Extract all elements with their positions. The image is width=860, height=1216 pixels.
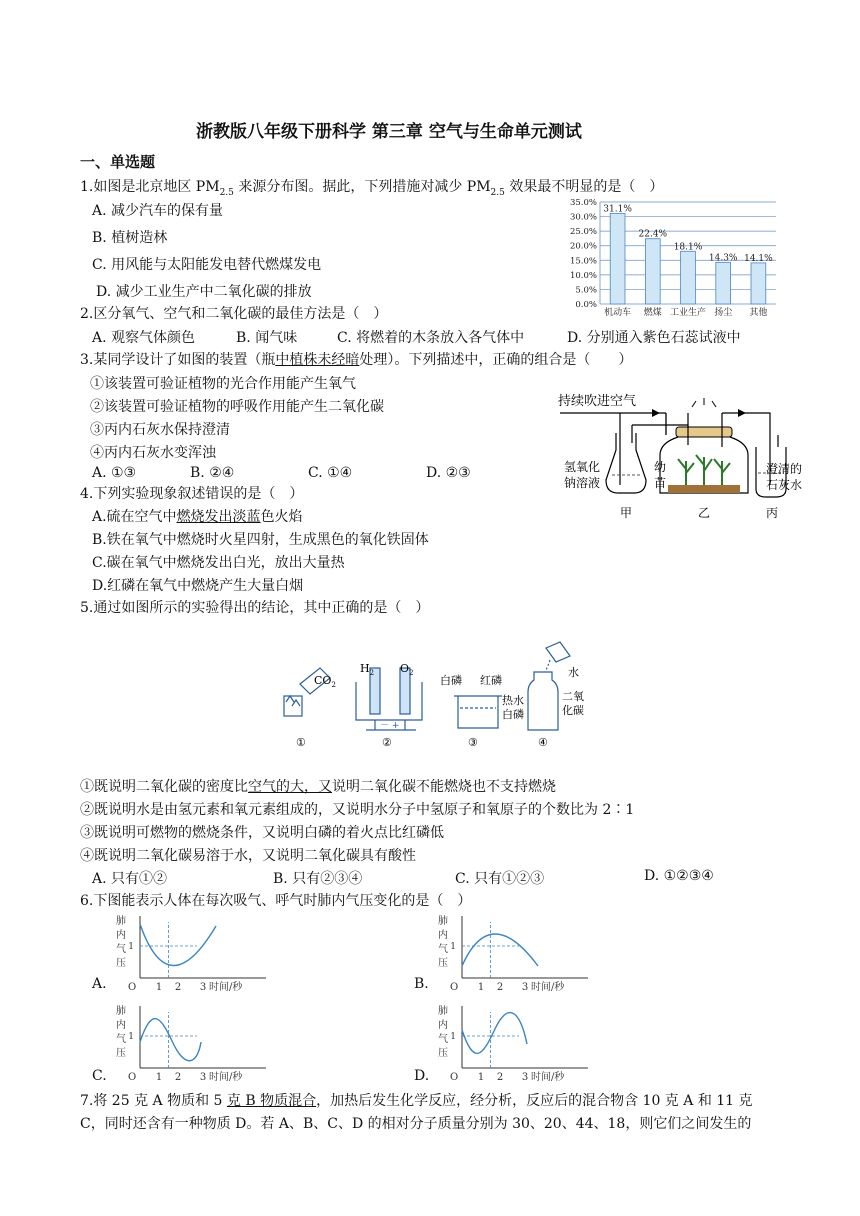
svg-text:O: O: [450, 1072, 459, 1082]
seedling-label-1: 幼: [654, 460, 667, 474]
q4-option-d: D.红磷在氧气中燃烧产生大量白烟: [92, 578, 304, 594]
question-1-stem: 1.如图是北京地区 $PM_{2.5}$ 来源分布图。据此，下列措施对减少 $PM_{2.5}$ 效果最不明显的是（ ）: [80, 179, 664, 198]
q1-option-a: A. 减少汽车的保有量: [92, 203, 224, 219]
flask-jia: [606, 433, 646, 493]
pressure-graph-a: [114, 912, 274, 992]
pressure-graph-b: [436, 912, 596, 992]
light-rays: [692, 398, 716, 407]
lime-water-label-1: 澄清的: [766, 462, 803, 476]
svg-text:2: 2: [496, 982, 504, 992]
q6-option-b: B.: [414, 976, 429, 992]
svg-text:O: O: [128, 982, 137, 992]
y-tick-label: 35.0%: [569, 198, 597, 208]
svg-text:－ +: － +: [380, 721, 400, 731]
soil: [668, 485, 740, 493]
question-4-stem: 4.下列实验现象叙述错误的是（ ）: [80, 486, 304, 502]
label-yi: 乙: [698, 506, 711, 520]
question-7-line-1: 7.将 25 克 A 物质和 5 克 B 物质混合，加热后发生化学反应，经分析，反应后的混合物含 10 克 A 和 11 克: [80, 1093, 753, 1109]
svg-text:压: 压: [438, 1048, 448, 1059]
question-2-stem: 2.区分氧气、空气和二氧化碳的最佳方法是（ ）: [80, 306, 388, 322]
q2-option-c: C. 将燃着的木条放入各气体中: [337, 330, 525, 346]
question-3-stem: 3.某同学设计了如图的装置（瓶中植株未经暗处理）。下列描述中，正确的组合是（ ）: [80, 352, 633, 368]
bar-value-label: 18.1%: [673, 242, 703, 253]
y-tick-label: 25.0%: [569, 227, 597, 238]
q6-option-c: C.: [92, 1068, 107, 1084]
svg-text:时间/秒: 时间/秒: [531, 982, 565, 992]
seedling-label-2: 苗: [654, 476, 667, 490]
svg-text:3: 3: [521, 1072, 529, 1082]
q4-option-c: C.碳在氧气中燃烧发出白光，放出大量热: [92, 555, 345, 571]
h2-label: $H_2$: [360, 662, 375, 677]
svg-text:气: 气: [438, 944, 448, 955]
svg-text:气: 气: [438, 1034, 448, 1045]
svg-text:1: 1: [450, 1032, 456, 1042]
svg-text:压: 压: [438, 958, 448, 969]
q5-statement-2: ②既说明水是由氢元素和氧元素组成的，又说明水分子中氢原子和氧原子的个数比为 2∶1: [80, 802, 635, 818]
category-label: 其他: [749, 308, 768, 318]
svg-text:气: 气: [116, 1034, 126, 1045]
jar-stopper: [676, 427, 732, 437]
q5-option-d: D. ①②③④: [644, 868, 714, 884]
water-label: 水: [568, 666, 579, 679]
q5-statement-4: ④既说明二氧化碳易溶于水，又说明二氧化碳具有酸性: [80, 848, 416, 864]
q3-statement-1: ①该装置可验证植物的光合作用能产生氧气: [90, 376, 356, 392]
svg-text:肺: 肺: [116, 916, 126, 927]
svg-text:2: 2: [496, 1072, 504, 1082]
svg-text:时间/秒: 时间/秒: [209, 982, 243, 992]
q3-statement-4: ④丙内石灰水变浑浊: [90, 445, 216, 461]
white-phosphorus-label-2: 白磷: [502, 708, 524, 721]
category-label: 扬尘: [714, 308, 733, 318]
co2-cn-label-1: 二氧: [562, 690, 584, 703]
exp-label-2: ②: [382, 736, 392, 749]
q2-option-a: A. 观察气体颜色: [92, 330, 196, 346]
svg-text:1: 1: [477, 982, 485, 992]
q1-option-d: D. 减少工业生产中二氧化碳的排放: [96, 284, 312, 300]
svg-text:2: 2: [174, 1072, 182, 1082]
q4-option-a: A.硫在空气中燃烧发出淡蓝色火焰: [92, 509, 303, 525]
label-bing: 丙: [766, 506, 779, 520]
q5-option-a: A. 只有①②: [92, 871, 168, 887]
air-label: 持续吹进空气: [558, 394, 637, 409]
category-label: 燃煤: [643, 308, 662, 318]
q3-option-b: B. ②④: [190, 465, 235, 481]
svg-text:1: 1: [477, 1072, 485, 1082]
q6-option-d: D.: [414, 1068, 430, 1084]
svg-text:1: 1: [450, 942, 456, 952]
seedlings: [678, 455, 730, 485]
y-tick-label: 10.0%: [569, 270, 597, 281]
bar-扬尘: [716, 262, 731, 304]
label-jia: 甲: [620, 506, 633, 520]
page-title: 浙教版八年级下册科学 第三章 空气与生命单元测试: [196, 122, 582, 142]
co2-cn-label-2: 化碳: [562, 704, 584, 717]
y-tick-label: 5.0%: [575, 285, 597, 296]
naoh-label-1: 氢氧化: [564, 460, 601, 474]
question-5-stem: 5.通过如图所示的实验得出的结论，其中正确的是（ ）: [80, 600, 430, 616]
category-label: 机动车: [604, 308, 632, 318]
svg-text:压: 压: [116, 1048, 126, 1059]
svg-text:肺: 肺: [116, 1006, 126, 1017]
experiment-3: [454, 696, 502, 728]
q6-option-a: A.: [92, 976, 107, 992]
svg-text:气: 气: [116, 944, 126, 955]
arrow-head-1: [652, 409, 660, 417]
exp-label-4: ④: [538, 736, 548, 749]
q2-option-d: D. 分别通入紫色石蕊试液中: [567, 330, 741, 346]
q5-option-c: C. 只有①②③: [455, 871, 545, 887]
svg-text:O: O: [450, 982, 459, 992]
q3-option-c: C. ①④: [308, 465, 353, 481]
air-inlet-arrow: [560, 413, 666, 435]
pressure-curve: [140, 924, 216, 966]
category-label: 工业生产: [669, 308, 707, 318]
bar-value-label: 14.1%: [744, 253, 773, 264]
svg-text:时间/秒: 时间/秒: [531, 1072, 565, 1082]
lime-water-label-2: 石灰水: [766, 478, 803, 492]
naoh-label-2: 钠溶液: [564, 476, 601, 490]
pressure-curve: [462, 934, 538, 966]
y-tick-label: 20.0%: [569, 241, 597, 252]
o2-label: $O_2$: [400, 662, 414, 677]
svg-text:肺: 肺: [438, 916, 448, 927]
q5-statement-1: ①既说明二氧化碳的密度比空气的大，又说明二氧化碳不能燃烧也不支持燃烧: [80, 779, 556, 795]
svg-text:内: 内: [116, 930, 126, 941]
pressure-graph-c: [114, 1002, 274, 1082]
svg-text:1: 1: [155, 1072, 163, 1082]
svg-text:内: 内: [116, 1020, 126, 1031]
q4-option-b: B.铁在氧气中燃烧时火星四射，生成黑色的氧化铁固体: [92, 532, 429, 548]
y-tick-label: 15.0%: [569, 256, 597, 267]
exp-label-1: ①: [296, 736, 306, 749]
svg-text:3: 3: [199, 982, 207, 992]
q3-statement-2: ②该装置可验证植物的呼吸作用能产生二氧化碳: [90, 399, 384, 415]
svg-text:1: 1: [128, 942, 134, 952]
pressure-curve: [462, 1013, 527, 1054]
svg-text:时间/秒: 时间/秒: [209, 1072, 243, 1082]
svg-text:压: 压: [116, 958, 126, 969]
pm25-source-bar-chart: [560, 196, 780, 320]
q3-option-d: D. ②③: [426, 465, 471, 481]
bar-机动车: [610, 213, 625, 304]
q5-option-b: B. 只有②③④: [273, 871, 363, 887]
y-tick-label: 0.0%: [575, 300, 597, 310]
svg-text:肺: 肺: [438, 1006, 448, 1017]
y-tick-label: 30.0%: [569, 212, 597, 223]
bar-燃煤: [645, 239, 660, 304]
white-phosphorus-label: 白磷: [440, 674, 462, 687]
q5-experiments-figure: [270, 638, 590, 750]
svg-text:1: 1: [155, 982, 163, 992]
svg-text:内: 内: [438, 930, 448, 941]
pressure-graph-d: [436, 1002, 596, 1082]
question-7-line-2: C，同时还含有一种物质 D。若 A、B、C、D 的相对分子质量分别为 30、20、44、18，则它们之间发生的: [80, 1116, 752, 1132]
q1-option-c: C. 用风能与太阳能发电替代燃煤发电: [92, 257, 322, 273]
svg-text:内: 内: [438, 1020, 448, 1031]
svg-text:2: 2: [174, 982, 182, 992]
svg-text:3: 3: [521, 982, 529, 992]
bar-其他: [751, 263, 766, 304]
co2-label: $CO_2$: [314, 674, 336, 689]
svg-text:1: 1: [128, 1032, 134, 1042]
q2-option-b: B. 闻气味: [236, 330, 298, 346]
pressure-curve: [140, 1019, 201, 1061]
q3-option-a: A. ①③: [92, 465, 137, 481]
section-heading: 一、单选题: [80, 153, 156, 171]
q1-option-b: B. 植树造林: [92, 230, 168, 246]
exp-label-3: ③: [468, 736, 478, 749]
hot-water-label: 热水: [502, 694, 524, 707]
q5-statement-3: ③既说明可燃物的燃烧条件，又说明白磷的着火点比红磷低: [80, 825, 444, 841]
bar-value-label: 14.3%: [708, 253, 738, 264]
q3-statement-3: ③丙内石灰水保持澄清: [90, 422, 230, 438]
svg-text:3: 3: [199, 1072, 207, 1082]
bar-value-label: 22.4%: [638, 229, 668, 240]
q3-apparatus-figure: [556, 385, 816, 525]
question-6-stem: 6.下图能表示人体在每次吸气、呼气时肺内气压变化的是（ ）: [80, 893, 472, 909]
red-phosphorus-label: 红磷: [480, 674, 502, 687]
bar-value-label: 31.1%: [603, 204, 632, 215]
bar-工业生产: [681, 251, 696, 304]
svg-text:O: O: [128, 1072, 137, 1082]
